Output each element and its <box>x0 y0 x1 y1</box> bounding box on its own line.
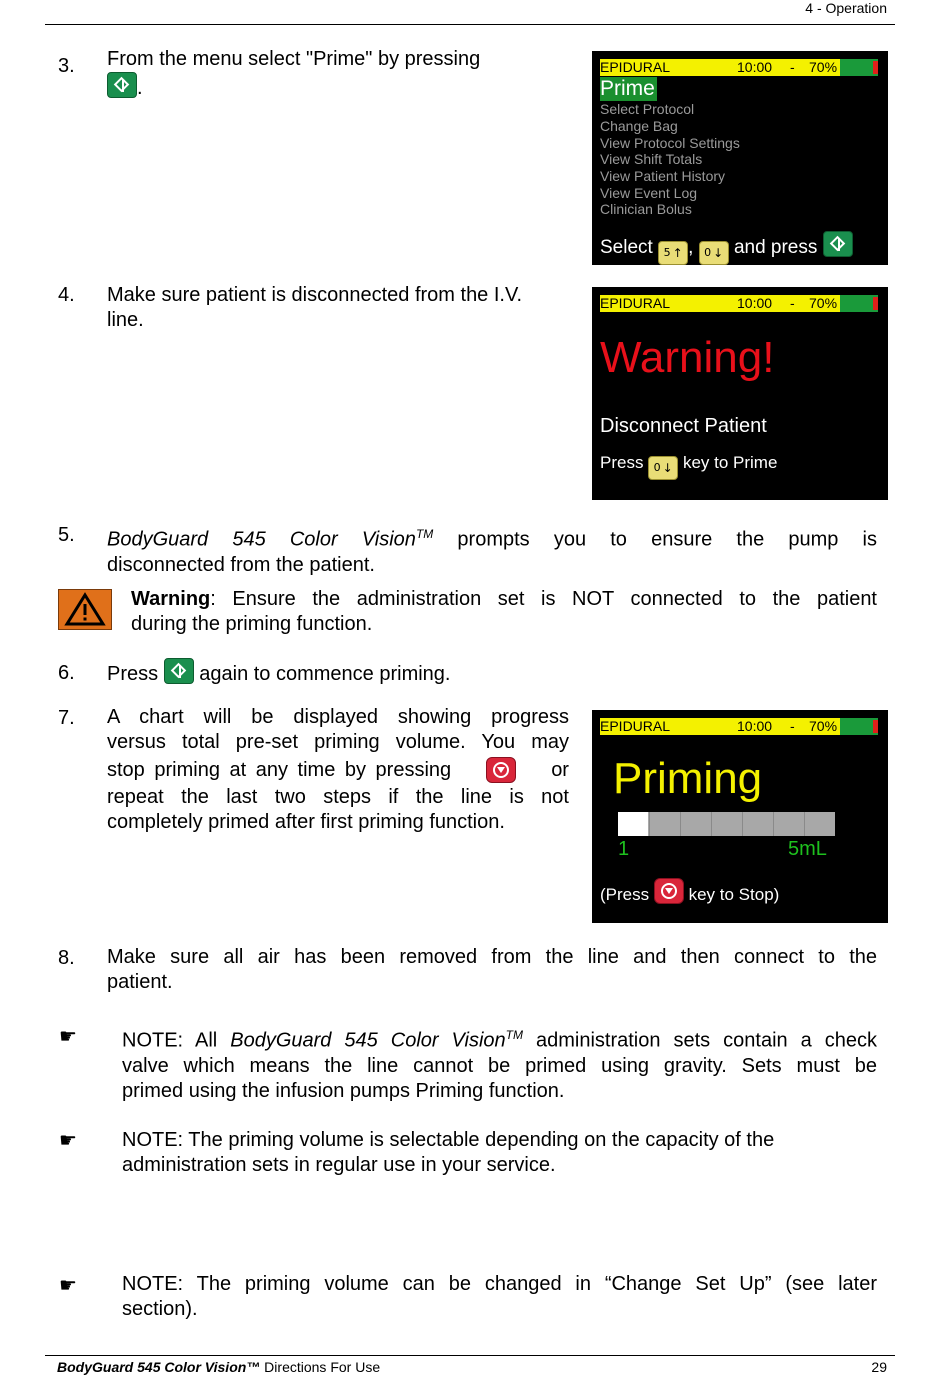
pointing-hand-icon: ☛ <box>59 1130 77 1152</box>
step-3-text <box>107 47 547 101</box>
progress-segment-divider <box>711 812 712 836</box>
menu-item: Change Bag <box>600 118 678 134</box>
warning-label: Warning <box>131 588 211 610</box>
status-battery: 70% <box>809 59 838 75</box>
up-key-icon: 5 ↑ <box>658 241 688 265</box>
note-1 <box>122 1023 877 1104</box>
note-3-line-1: NOTE: The priming volume can be changed in “Change Set Up” (see later <box>122 1273 877 1295</box>
warning-line-1-rest: : Ensure the administration set is NOT connected to the patient <box>210 588 877 610</box>
pump-screen-warning <box>592 287 888 500</box>
warning-line-2: during the priming function. <box>131 613 373 635</box>
footer-brand: BodyGuard 545 Color Vision™ <box>57 1359 261 1375</box>
footer-rule <box>45 1355 895 1356</box>
step-3-line: From the menu select "Prime" by pressing <box>107 48 481 70</box>
enter-key-icon <box>164 658 194 684</box>
status-battery: 70% <box>809 718 838 734</box>
step-8-line-2: patient. <box>107 971 173 993</box>
step-number-8: 8. <box>58 947 75 969</box>
pointing-hand-icon: ☛ <box>59 1275 77 1297</box>
priming-title: Priming <box>613 754 763 803</box>
step-7-text <box>107 705 569 835</box>
progress-segment-divider <box>680 812 681 836</box>
note-2-line-1: NOTE: The priming volume is selectable depending on the capacity of the <box>122 1129 775 1151</box>
status-time: 10:00 <box>737 718 773 734</box>
step-7-line-1: A chart will be displayed showing progress <box>107 706 569 728</box>
step-4-text <box>107 283 577 333</box>
warning-title: Warning! <box>600 333 775 382</box>
trademark: TM <box>415 527 434 541</box>
note-1-line-1 <box>122 1023 877 1054</box>
battery-icon <box>840 718 878 735</box>
step-6-post: again to commence priming. <box>199 663 451 685</box>
footer-rest: Directions For Use <box>260 1359 381 1375</box>
priming-progress-fill <box>618 812 648 836</box>
pump-screen-menu <box>592 51 888 265</box>
progress-segment-divider <box>804 812 805 836</box>
footer-press-label: (Press <box>600 885 650 904</box>
step-5-text <box>107 522 877 578</box>
enter-key-icon <box>107 72 137 98</box>
note-1-line-1-rest: administration sets contain a check <box>523 1029 878 1052</box>
step-8-text <box>107 945 877 995</box>
status-bar <box>600 718 878 735</box>
menu-footer <box>600 231 853 265</box>
pump-screen-priming <box>592 710 888 923</box>
status-dash: - <box>790 295 795 311</box>
step-number-4: 4. <box>58 284 75 306</box>
stop-key-icon <box>486 757 516 783</box>
note-1-line-2: valve which means the line cannot be primed using gravity. Sets must be <box>122 1054 877 1077</box>
status-dash: - <box>790 718 795 734</box>
step-6-pre: Press <box>107 663 159 685</box>
warning-message: Disconnect Patient <box>600 415 767 437</box>
footer-title <box>57 1359 380 1375</box>
step-number-7: 7. <box>58 707 75 729</box>
progress-segment-divider <box>773 812 774 836</box>
footer-press-label: Press <box>600 453 644 472</box>
status-mode: EPIDURAL <box>600 718 671 734</box>
down-key-label: 0 <box>704 246 712 259</box>
menu-item: View Shift Totals <box>600 151 703 167</box>
warning-note <box>131 587 877 637</box>
enter-key-icon <box>823 231 853 257</box>
status-mode: EPIDURAL <box>600 295 671 311</box>
status-battery: 70% <box>809 295 838 311</box>
note-2 <box>122 1128 877 1178</box>
footer-key-to-stop-label: key to Stop) <box>688 885 780 904</box>
status-dash: - <box>790 59 795 75</box>
note-1-line-3: primed using the infusion pumps Priming function. <box>122 1079 565 1102</box>
note-3 <box>122 1272 877 1322</box>
step-7-line-4: repeat the last two steps if the line is not <box>107 786 569 808</box>
step-8-line-1: Make sure all air has been removed from the line and then connect to the <box>107 946 877 968</box>
note-1-pre: NOTE: All <box>122 1029 231 1052</box>
step-5-line-1-rest: prompts you to ensure the pump is <box>433 528 877 551</box>
priming-min-label: 1 <box>618 838 630 860</box>
battery-icon <box>840 295 878 312</box>
menu-item: View Patient History <box>600 168 726 184</box>
step-7-line-5: completely primed after first priming function. <box>107 811 505 833</box>
priming-max-label: 5mL <box>788 838 827 860</box>
header-rule <box>45 24 895 25</box>
footer-comma: , <box>688 237 694 258</box>
warning-sign-icon <box>58 589 112 630</box>
menu-item: Select Protocol <box>600 101 695 117</box>
battery-icon <box>840 59 878 76</box>
step-number-6: 6. <box>58 662 75 684</box>
status-mode: EPIDURAL <box>600 59 671 75</box>
section-header: 4 - Operation <box>805 0 887 16</box>
footer-key-to-prime-label: key to Prime <box>682 453 778 472</box>
status-time: 10:00 <box>737 59 773 75</box>
note-3-line-2: section). <box>122 1298 198 1320</box>
footer-select-label: Select <box>600 237 653 258</box>
down-key-icon: 0 ↓ <box>648 456 678 480</box>
progress-segment-divider <box>649 812 650 836</box>
step-3-suffix: . <box>137 77 143 99</box>
status-bar <box>600 59 878 76</box>
menu-item: View Event Log <box>600 185 698 201</box>
stop-key-icon <box>654 878 684 904</box>
note-2-line-2: administration sets in regular use in your service. <box>122 1154 556 1176</box>
step-7-line-3 <box>107 755 569 785</box>
step-7-line-2: versus total pre-set priming volume. You may <box>107 731 569 753</box>
brand-name: BodyGuard 545 Color Vision <box>107 528 416 551</box>
step-6-text <box>107 658 607 687</box>
up-key-label: 5 <box>663 246 671 259</box>
warning-triangle-icon <box>59 590 111 629</box>
page-number: 29 <box>871 1359 887 1375</box>
warning-line-1 <box>131 587 877 612</box>
brand-name: BodyGuard 545 Color Vision <box>230 1029 506 1052</box>
menu-item: View Protocol Settings <box>600 135 740 151</box>
step-7-line-3-post: or <box>551 758 569 781</box>
progress-segment-divider <box>742 812 743 836</box>
step-number-3: 3. <box>58 55 75 77</box>
step-7-line-3-pre: stop priming at any time by pressing <box>107 758 452 781</box>
menu-item-prime-selected: Prime <box>600 77 655 100</box>
step-4-line-1: Make sure patient is disconnected from the I.V. <box>107 284 523 306</box>
step-5-line-1 <box>107 522 877 553</box>
priming-progress-bar <box>618 812 835 836</box>
step-4-line-2: line. <box>107 309 144 331</box>
trademark: TM <box>505 1028 523 1042</box>
down-key-label: 0 <box>653 461 661 474</box>
status-time: 10:00 <box>737 295 773 311</box>
pointing-hand-icon: ☛ <box>59 1026 77 1048</box>
footer-and-press-label: and press <box>733 237 818 258</box>
down-key-icon: 0 ↓ <box>699 241 729 265</box>
priming-footer <box>600 878 779 905</box>
warning-footer <box>600 453 777 480</box>
step-number-5: 5. <box>58 524 75 546</box>
menu-item: Clinician Bolus <box>600 201 692 217</box>
status-bar <box>600 295 878 312</box>
step-5-line-2: disconnected from the patient. <box>107 553 375 576</box>
